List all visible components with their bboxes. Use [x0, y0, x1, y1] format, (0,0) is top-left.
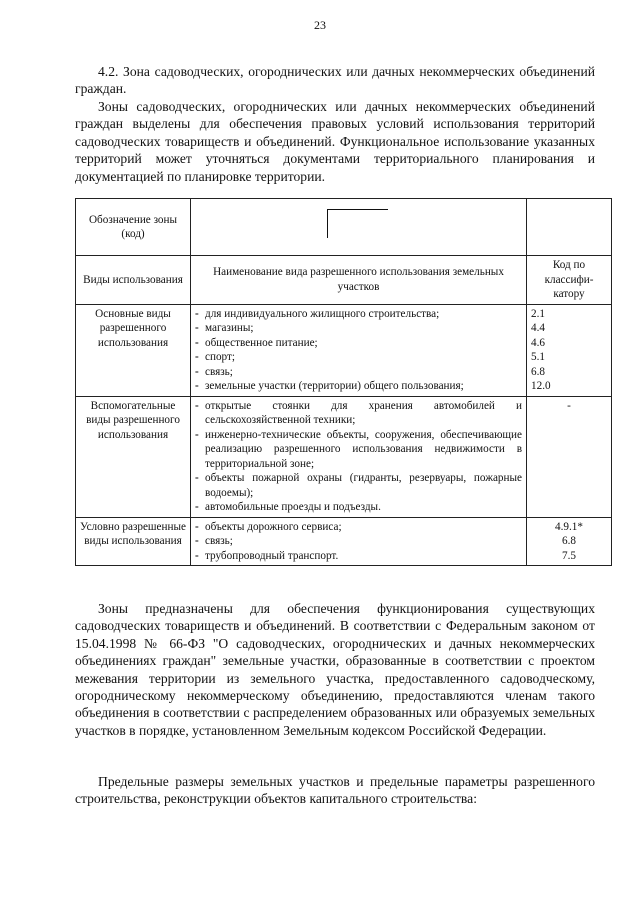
category-auxiliary: Вспомогательные виды разрешенного использования [76, 396, 191, 517]
codes-auxiliary [527, 396, 612, 517]
list-item: - связь; [195, 365, 522, 380]
list-item: - общественное питание; [195, 336, 522, 351]
limits-paragraph: Предельные размеры земельных участков и предельные параметры разрешенного строительства, реконструкции объектов капитального строительства: [75, 774, 595, 807]
list-item: - объекты дорожного сервиса; [195, 520, 522, 535]
code-value: 7.5 [562, 549, 576, 562]
code-value: 5.1 [531, 351, 545, 363]
list-item: - связь; [195, 534, 522, 549]
code-value: 6.8 [562, 535, 576, 547]
code-value: 12.0 [531, 380, 551, 392]
codes-main [527, 304, 612, 396]
code-value: - [567, 399, 571, 412]
list-item: - открытые стоянки для хранения автомобилей и сельскохозяйственной техники; [195, 399, 522, 428]
code-value: 4.4 [531, 322, 545, 334]
list-item: - трубопроводный транспорт. [195, 549, 522, 564]
list-item: - спорт; [195, 350, 522, 365]
list-item: - для индивидуального жилищного строительства; [195, 307, 522, 322]
codes-conditional [527, 517, 612, 566]
code-value: 6.8 [531, 365, 545, 378]
column-header-row [76, 256, 612, 305]
zone-code-empty-cell [527, 199, 612, 256]
category-conditional: Условно разрешенные виды использования [76, 517, 191, 566]
section-heading: 4.2. Зона садоводческих, огороднических или дачных некоммерческих объединений граждан. [75, 64, 595, 97]
list-item: - инженерно-технические объекты, сооружения, обеспечивающие реализацию разрешенного использования недвижимости в территориальной зоне; [195, 428, 522, 472]
code-value: 4.9.1* [555, 520, 583, 533]
land-use-table [75, 198, 612, 566]
zone-code-cell [191, 199, 527, 256]
zone-code-row [76, 199, 612, 256]
list-item: - земельные участки (территории) общего пользования; [195, 379, 522, 394]
purpose-paragraph: Зоны предназначены для обеспечения функционирования существующих садоводческих товариществ и объединений. В соответствии с Федеральным законом от 15.04.1998 № 66-ФЗ "О садоводческих, огороднических и дачных некоммерческих объединениях граждан" земельные участки, образованные в соответствии с проектом межевания территории из земельного участка, предоставленного садоводческому, огородническому некоммерческому объединению, предоставляются членам такого объединения в соответствии с распределением образованных или образуемых земельных участков в порядке, установленном Земельным кодексом Российской Федерации. [75, 601, 595, 738]
table-row-main [76, 304, 612, 396]
code-value: 2.1 [531, 307, 545, 320]
page-number: 23 [314, 18, 326, 32]
category-main: Основные виды разрешенного использования [76, 304, 191, 396]
list-item: - объекты пожарной охраны (гидранты, резервуары, пожарные водоемы); [195, 471, 522, 500]
name-header: Наименование вида разрешенного использования земельных участков [191, 256, 527, 305]
items-auxiliary [191, 396, 527, 517]
code-header: Код по классифи-катору [527, 256, 612, 305]
list-item: - автомобильные проезды и подъезды. [195, 500, 522, 515]
list-item: - магазины; [195, 321, 522, 336]
intro-paragraph: Зоны садоводческих, огороднических или дачных некоммерческих объединений граждан выделены для обеспечения правовых условий использования территорий садоводческих товариществ и объединений. Функциональное использование указанных территорий может уточняться документами территориального планирования и документацией по планировке территории. [75, 99, 595, 184]
zone-code-bracket [327, 209, 388, 238]
table-row-conditional [76, 517, 612, 566]
zone-designation-label: Обозначение зоны (код) [76, 199, 191, 256]
code-value: 4.6 [531, 336, 545, 349]
table-row-auxiliary [76, 396, 612, 517]
items-conditional [191, 517, 527, 566]
items-main [191, 304, 527, 396]
types-header: Виды использования [76, 256, 191, 305]
